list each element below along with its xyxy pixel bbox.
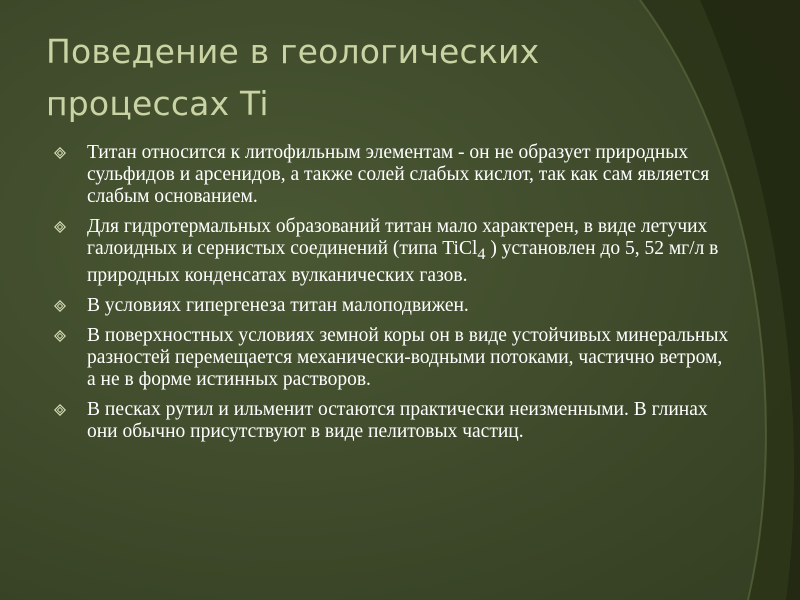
bullet-item: [50, 295, 730, 317]
bullet-list: [50, 142, 730, 451]
bullet-item: [50, 399, 730, 443]
hollow-diamond-bullet-icon: [54, 300, 66, 312]
bullet-text: Титан относится к литофильным элементам - он не образует природных сульфидов и арсенидов, а также солей слабых кислот, так как сам является слабым основанием.: [87, 142, 710, 207]
bullet-text: В поверхностных условиях земной коры он в виде устойчивых минеральных разностей перемещается механически-водными потоками, частично ветром, а не в форме истинных растворов.: [87, 324, 729, 390]
bullet-item: [50, 142, 730, 208]
bullet-text: Для гидротермальных образований титан мало характерен, в виде летучих галоидных и сернистых соединений (типа TiCl: [87, 216, 708, 259]
hollow-diamond-bullet-icon: [54, 330, 66, 342]
bullet-text: В песках рутил и ильменит остаются практически неизменными. В глинах они обычно присутствуют в виде пелитовых частиц.: [87, 398, 708, 442]
slide-title: Поведение в геологических процессах Ti: [46, 32, 540, 123]
hollow-diamond-bullet-icon: [54, 221, 66, 233]
formula-subscript: 4: [477, 244, 486, 263]
hollow-diamond-bullet-icon: [54, 147, 66, 159]
bullet-item: [50, 325, 730, 391]
bullet-item: [50, 216, 730, 287]
bullet-text-continued: ) установлен до 5, 52 мг/л в природных конденсатах вулканических газов.: [87, 238, 719, 286]
bullet-text: В условиях гипергенеза титан малоподвижен.: [87, 294, 469, 316]
hollow-diamond-bullet-icon: [54, 404, 66, 416]
